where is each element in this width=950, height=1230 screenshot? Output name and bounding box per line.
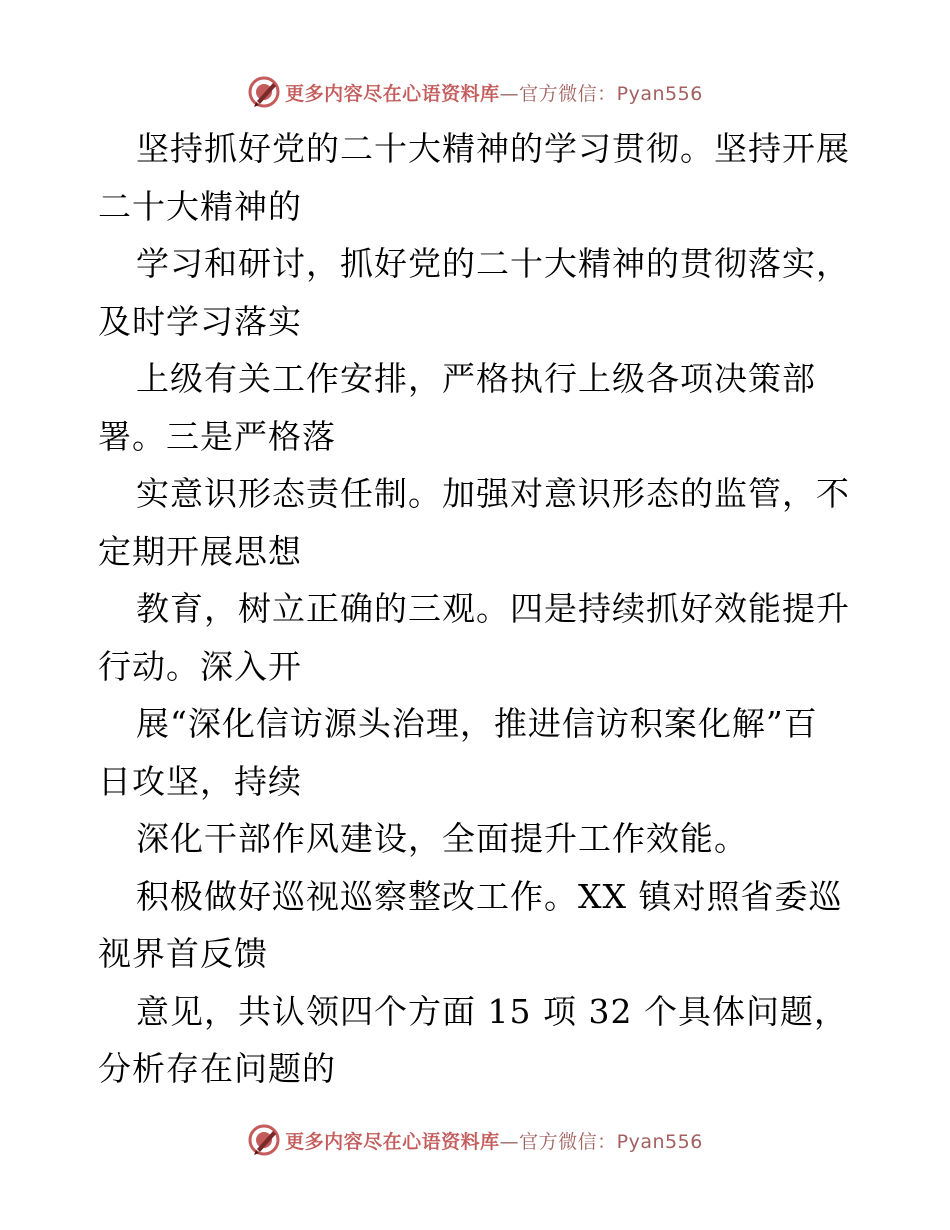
- body-line: 及时学习落实: [98, 301, 302, 341]
- banner-wechat-text: 官方微信：Pyan556: [519, 82, 703, 105]
- banner-separator: —: [499, 82, 520, 105]
- body-line: 意见，共认领四个方面 15 项 32 个具体问题，: [136, 991, 848, 1031]
- body-line: 深化干部作风建设，全面提升工作效能。: [136, 819, 748, 858]
- body-line: 积极做好巡视巡察整改工作。XX 镇对照省委巡: [136, 876, 843, 916]
- pen-seal-logo-icon: [247, 75, 281, 109]
- body-line: 实意识形态责任制。加强对意识形态的监管，不: [136, 474, 850, 513]
- banner-brand: 更多内容尽在心语资料库: [285, 1130, 500, 1153]
- body-line: 署。三是严格落: [98, 416, 336, 456]
- banner-wechat-text: 官方微信：Pyan556: [519, 1130, 703, 1153]
- body-line: 上级有关工作安排，严格执行上级各项决策部: [136, 359, 816, 398]
- body-line: 教育，树立正确的三观。四是持续抓好效能提升: [136, 589, 850, 628]
- pen-seal-logo-icon: [247, 1123, 281, 1157]
- body-line: 二十大精神的: [98, 186, 302, 226]
- footer-banner: [0, 1120, 950, 1160]
- body-line: 分析存在问题的: [98, 1049, 336, 1088]
- footer-banner-content[interactable]: [247, 1123, 703, 1157]
- body-line: 学习和研讨，抓好党的二十大精神的贯彻落实，: [136, 244, 850, 283]
- header-banner: [0, 72, 950, 112]
- body-line: 日攻坚，持续: [98, 761, 302, 801]
- body-line: 坚持抓好党的二十大精神的学习贯彻。坚持开展: [136, 129, 850, 168]
- banner-brand: 更多内容尽在心语资料库: [285, 82, 500, 105]
- body-line: 展“深化信访源头治理，推进信访积案化解”百: [136, 704, 818, 743]
- header-banner-content[interactable]: [247, 75, 703, 109]
- banner-separator: —: [499, 1130, 520, 1153]
- document-body: [98, 120, 858, 1098]
- body-line: 定期开展思想: [98, 531, 302, 571]
- body-line: 行动。深入开: [98, 646, 302, 686]
- body-line: 视界首反馈: [98, 934, 268, 973]
